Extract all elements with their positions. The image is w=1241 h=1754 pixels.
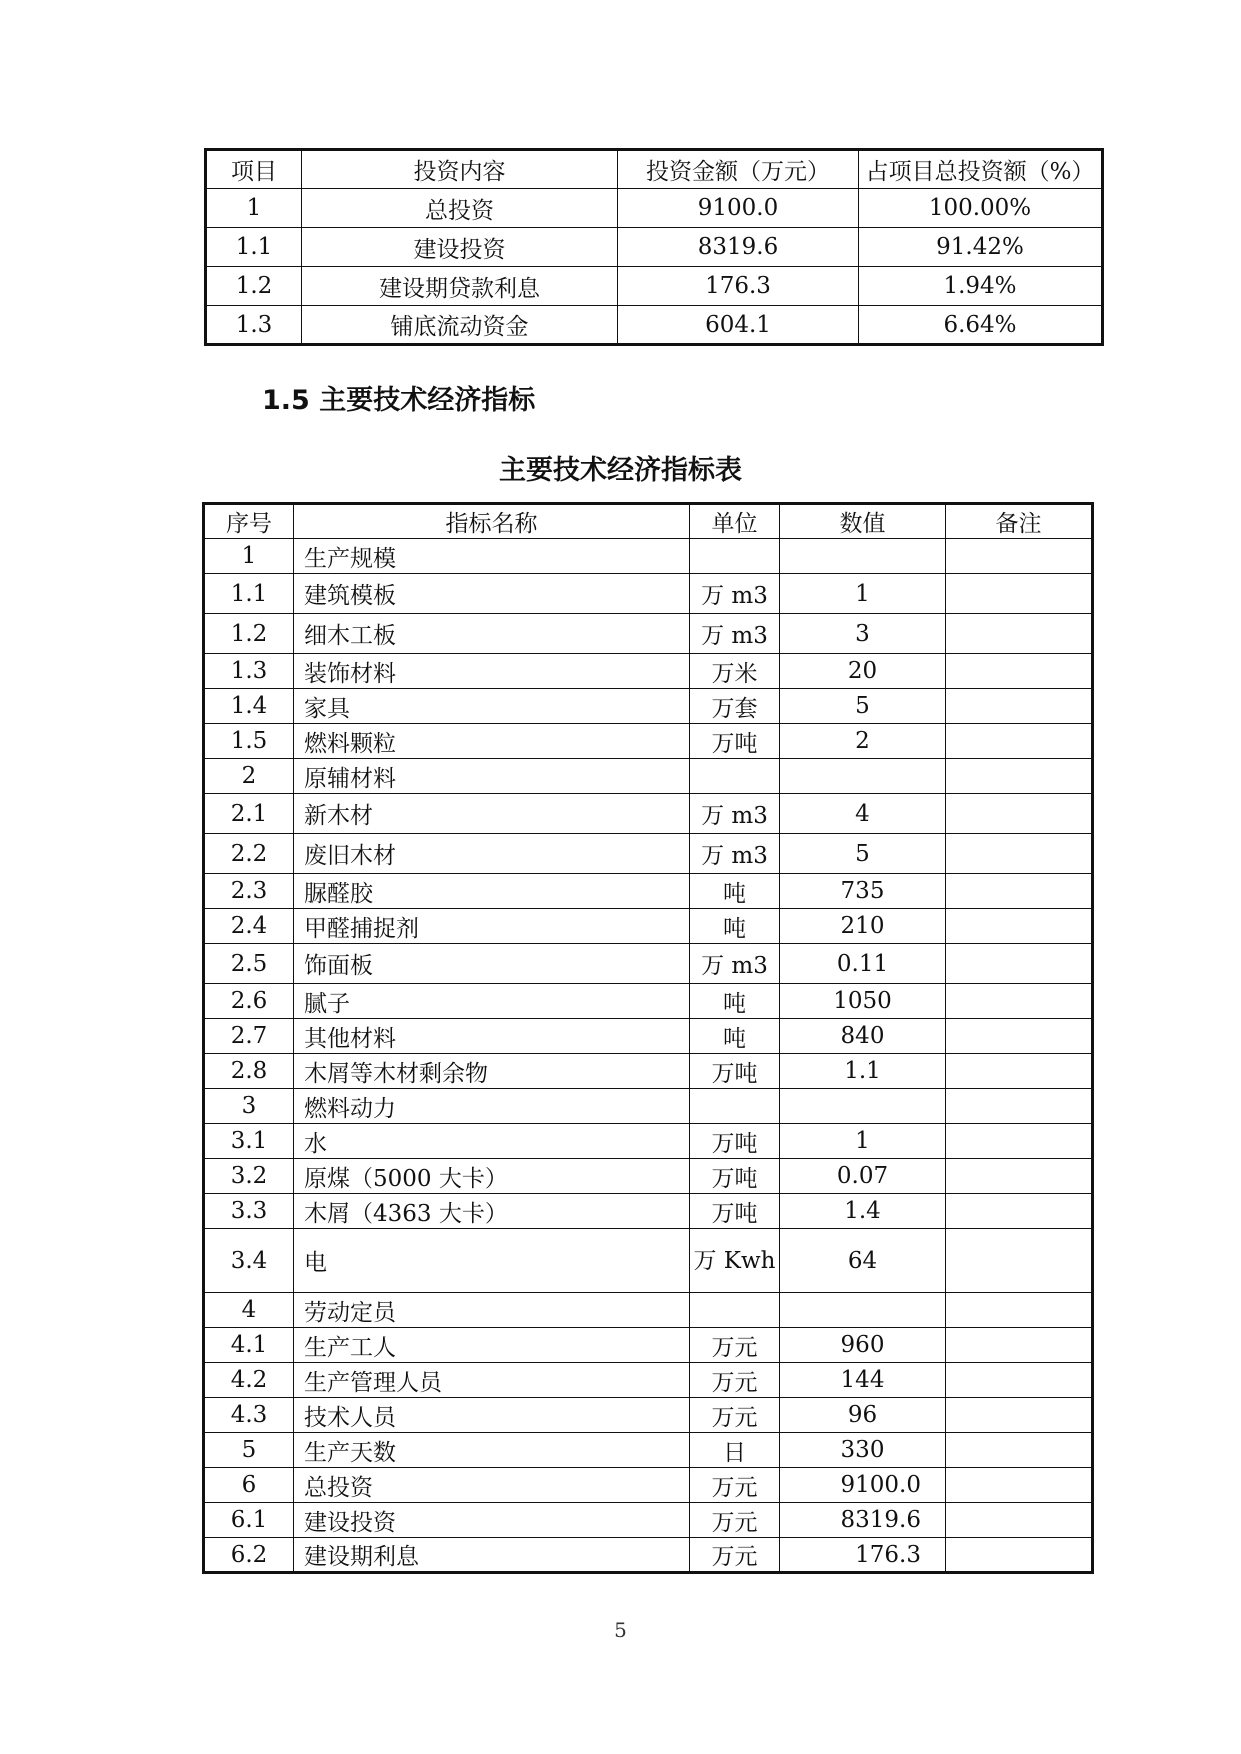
table-cell: 2 <box>780 724 946 759</box>
table-cell: 330 <box>780 1433 946 1468</box>
table-cell <box>946 874 1093 909</box>
table-cell <box>946 1363 1093 1398</box>
table-row <box>204 1293 1093 1328</box>
table-cell: 万吨 <box>690 1194 780 1229</box>
table-cell: 1.4 <box>204 689 294 724</box>
table-cell: 木屑等木材剩余物 <box>294 1054 690 1089</box>
table-cell: 万 m3 <box>690 944 780 984</box>
page-number: 5 <box>614 1618 627 1642</box>
table-cell: 日 <box>690 1433 780 1468</box>
table-cell: 4.3 <box>204 1398 294 1433</box>
table-cell <box>946 574 1093 614</box>
table-row <box>204 1194 1093 1229</box>
indicators-table <box>202 502 1094 1574</box>
table-cell <box>780 1293 946 1328</box>
table-cell <box>780 1089 946 1124</box>
table-cell <box>946 1328 1093 1363</box>
table-row <box>204 1398 1093 1433</box>
table-cell: 燃料动力 <box>294 1089 690 1124</box>
table-cell <box>780 539 946 574</box>
table-cell: 1 <box>204 539 294 574</box>
table-cell: 2.6 <box>204 984 294 1019</box>
table-cell: 装饰材料 <box>294 654 690 689</box>
table-cell <box>946 1124 1093 1159</box>
table-row <box>204 539 1093 574</box>
table-cell: 1.2 <box>204 614 294 654</box>
table-cell: 生产天数 <box>294 1433 690 1468</box>
table-cell: 总投资 <box>294 1468 690 1503</box>
table-cell <box>946 654 1093 689</box>
column-header: 指标名称 <box>294 504 690 539</box>
table-cell <box>946 1089 1093 1124</box>
table-row <box>204 909 1093 944</box>
investment-table <box>204 148 1104 346</box>
table-cell: 建设投资 <box>294 1503 690 1538</box>
table-cell: 万吨 <box>690 1159 780 1194</box>
table-cell: 20 <box>780 654 946 689</box>
table-cell: 劳动定员 <box>294 1293 690 1328</box>
table-cell: 家具 <box>294 689 690 724</box>
table-cell <box>946 724 1093 759</box>
table-cell: 210 <box>780 909 946 944</box>
table-cell: 建设期利息 <box>294 1538 690 1573</box>
table-cell <box>946 1054 1093 1089</box>
table-cell <box>946 1194 1093 1229</box>
table-cell <box>946 1538 1093 1573</box>
table-cell: 1.1 <box>780 1054 946 1089</box>
table-cell <box>780 759 946 794</box>
column-header: 占项目总投资额（%） <box>859 150 1103 189</box>
table-cell: 生产规模 <box>294 539 690 574</box>
table-row <box>206 306 1103 345</box>
table-cell: 9100.0 <box>780 1468 946 1503</box>
table-cell: 铺底流动资金 <box>302 306 618 345</box>
table-cell: 2.3 <box>204 874 294 909</box>
table-cell: 3.4 <box>204 1229 294 1293</box>
table-cell: 4 <box>780 794 946 834</box>
table-cell: 176.3 <box>618 267 859 306</box>
table-cell: 1.94% <box>859 267 1103 306</box>
table-row <box>204 1433 1093 1468</box>
table-cell: 9100.0 <box>618 189 859 228</box>
column-header: 单位 <box>690 504 780 539</box>
table-cell: 总投资 <box>302 189 618 228</box>
table-cell: 废旧木材 <box>294 834 690 874</box>
table-cell <box>946 1159 1093 1194</box>
table-cell: 6.64% <box>859 306 1103 345</box>
table-cell: 1.3 <box>204 654 294 689</box>
table-cell: 8319.6 <box>780 1503 946 1538</box>
table-cell: 1.1 <box>204 574 294 614</box>
table-cell: 饰面板 <box>294 944 690 984</box>
table-cell <box>946 614 1093 654</box>
table-cell: 1 <box>780 1124 946 1159</box>
table-header-row <box>204 504 1093 539</box>
table-cell: 万吨 <box>690 1054 780 1089</box>
table-row <box>204 1468 1093 1503</box>
table-row <box>204 1054 1093 1089</box>
table-row <box>204 1019 1093 1054</box>
table-cell: 6 <box>204 1468 294 1503</box>
table-cell: 万 Kwh <box>690 1229 780 1293</box>
table-row <box>204 1328 1093 1363</box>
table-cell: 1050 <box>780 984 946 1019</box>
table-cell: 生产工人 <box>294 1328 690 1363</box>
table-cell <box>946 1019 1093 1054</box>
table-cell: 1 <box>206 189 302 228</box>
table-cell: 3 <box>204 1089 294 1124</box>
table-cell <box>946 1398 1093 1433</box>
table-cell: 3 <box>780 614 946 654</box>
table-cell <box>690 759 780 794</box>
table-cell: 1.4 <box>780 1194 946 1229</box>
column-header: 项目 <box>206 150 302 189</box>
table-cell: 万吨 <box>690 724 780 759</box>
table-cell: 2.8 <box>204 1054 294 1089</box>
table-cell: 1.3 <box>206 306 302 345</box>
table-cell: 万元 <box>690 1468 780 1503</box>
table-cell: 万元 <box>690 1538 780 1573</box>
table-cell <box>946 1468 1093 1503</box>
table-cell: 2 <box>204 759 294 794</box>
table-cell: 万 m3 <box>690 834 780 874</box>
table-cell: 木屑（4363 大卡） <box>294 1194 690 1229</box>
table-cell: 6.2 <box>204 1538 294 1573</box>
table-row <box>204 759 1093 794</box>
table-cell: 2.4 <box>204 909 294 944</box>
table-row <box>206 267 1103 306</box>
table-cell: 吨 <box>690 1019 780 1054</box>
table-cell: 生产管理人员 <box>294 1363 690 1398</box>
table-cell <box>946 539 1093 574</box>
column-header: 投资金额（万元） <box>618 150 859 189</box>
table-cell: 万元 <box>690 1398 780 1433</box>
table-cell: 万吨 <box>690 1124 780 1159</box>
table-cell: 4 <box>204 1293 294 1328</box>
table-cell: 原辅材料 <box>294 759 690 794</box>
column-header: 备注 <box>946 504 1093 539</box>
table-cell <box>690 539 780 574</box>
table-cell: 5 <box>780 834 946 874</box>
table-cell <box>690 1293 780 1328</box>
table-cell: 100.00% <box>859 189 1103 228</box>
table-cell <box>946 1433 1093 1468</box>
table-cell: 5 <box>204 1433 294 1468</box>
table-cell: 144 <box>780 1363 946 1398</box>
table-cell: 3.3 <box>204 1194 294 1229</box>
table-cell: 吨 <box>690 874 780 909</box>
table-cell: 技术人员 <box>294 1398 690 1433</box>
table-cell: 甲醛捕捉剂 <box>294 909 690 944</box>
table-row <box>204 1229 1093 1293</box>
table-cell: 1.1 <box>206 228 302 267</box>
table-cell: 604.1 <box>618 306 859 345</box>
column-header: 序号 <box>204 504 294 539</box>
table-cell: 万米 <box>690 654 780 689</box>
table-cell: 万元 <box>690 1503 780 1538</box>
table-cell: 735 <box>780 874 946 909</box>
column-header: 投资内容 <box>302 150 618 189</box>
table-cell: 建筑模板 <box>294 574 690 614</box>
table-row <box>204 834 1093 874</box>
table-cell <box>946 909 1093 944</box>
table-cell: 建设投资 <box>302 228 618 267</box>
table-row <box>204 1159 1093 1194</box>
table-cell <box>946 794 1093 834</box>
table-cell: 176.3 <box>780 1538 946 1573</box>
section-heading: 1.5 主要技术经济指标 <box>262 385 536 416</box>
table-cell: 万元 <box>690 1363 780 1398</box>
table-header-row <box>206 150 1103 189</box>
table-row <box>204 984 1093 1019</box>
table-cell: 3.2 <box>204 1159 294 1194</box>
table-cell: 吨 <box>690 909 780 944</box>
table-row <box>204 1124 1093 1159</box>
table-cell <box>946 984 1093 1019</box>
table-cell: 吨 <box>690 984 780 1019</box>
table-cell: 0.07 <box>780 1159 946 1194</box>
table-cell <box>946 759 1093 794</box>
table-cell: 细木工板 <box>294 614 690 654</box>
table-cell: 3.1 <box>204 1124 294 1159</box>
table-title: 主要技术经济指标表 <box>499 455 742 486</box>
table-cell: 万元 <box>690 1328 780 1363</box>
table-cell: 8319.6 <box>618 228 859 267</box>
table-row <box>204 614 1093 654</box>
table-cell: 2.5 <box>204 944 294 984</box>
table-row <box>204 574 1093 614</box>
table-cell: 脲醛胶 <box>294 874 690 909</box>
table-cell: 1 <box>780 574 946 614</box>
table-cell: 其他材料 <box>294 1019 690 1054</box>
table-cell: 0.11 <box>780 944 946 984</box>
table-row <box>204 944 1093 984</box>
table-row <box>204 654 1093 689</box>
table-row <box>204 1538 1093 1573</box>
table-cell: 960 <box>780 1328 946 1363</box>
table-cell: 万 m3 <box>690 794 780 834</box>
table-cell: 万套 <box>690 689 780 724</box>
table-row <box>204 724 1093 759</box>
table-cell: 新木材 <box>294 794 690 834</box>
table-row <box>204 1089 1093 1124</box>
table-cell: 5 <box>780 689 946 724</box>
table-cell: 水 <box>294 1124 690 1159</box>
table-row <box>204 874 1093 909</box>
table-cell: 万 m3 <box>690 574 780 614</box>
table-cell: 原煤（5000 大卡） <box>294 1159 690 1194</box>
table-cell <box>946 1229 1093 1293</box>
table-cell: 96 <box>780 1398 946 1433</box>
table-cell: 万 m3 <box>690 614 780 654</box>
column-header: 数值 <box>780 504 946 539</box>
table-cell: 建设期贷款利息 <box>302 267 618 306</box>
table-cell <box>946 944 1093 984</box>
table-cell: 电 <box>294 1229 690 1293</box>
table-cell <box>690 1089 780 1124</box>
table-cell: 2.7 <box>204 1019 294 1054</box>
table-cell: 840 <box>780 1019 946 1054</box>
table-cell: 1.2 <box>206 267 302 306</box>
table-row <box>204 794 1093 834</box>
table-row <box>204 1363 1093 1398</box>
table-row <box>204 1503 1093 1538</box>
table-cell: 64 <box>780 1229 946 1293</box>
table-cell: 4.1 <box>204 1328 294 1363</box>
table-cell <box>946 1503 1093 1538</box>
table-cell: 2.2 <box>204 834 294 874</box>
table-cell: 4.2 <box>204 1363 294 1398</box>
table-row <box>204 689 1093 724</box>
table-row <box>206 228 1103 267</box>
table-cell <box>946 834 1093 874</box>
table-cell: 燃料颗粒 <box>294 724 690 759</box>
table-cell: 6.1 <box>204 1503 294 1538</box>
table-cell: 91.42% <box>859 228 1103 267</box>
table-row <box>206 189 1103 228</box>
table-cell <box>946 689 1093 724</box>
table-cell: 1.5 <box>204 724 294 759</box>
table-cell <box>946 1293 1093 1328</box>
table-cell: 2.1 <box>204 794 294 834</box>
table-cell: 腻子 <box>294 984 690 1019</box>
